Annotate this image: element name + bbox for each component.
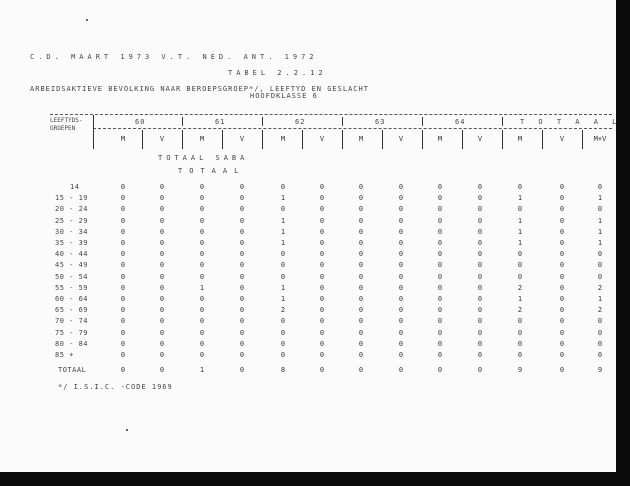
table-cell: 0 — [159, 227, 165, 236]
table-cell: 9 — [517, 366, 523, 374]
table-cell: 0 — [437, 339, 443, 348]
table-cell: 0 — [597, 250, 603, 259]
table-cell: 0 — [319, 194, 325, 203]
table-cell: 0 — [559, 317, 565, 326]
table-cell: 0 — [120, 328, 126, 337]
table-cell: 0 — [239, 239, 245, 247]
table-cell: 0 — [120, 227, 126, 236]
table-cell: 0 — [159, 239, 165, 247]
table-cell: 0 — [477, 239, 483, 247]
table-cell: 0 — [159, 351, 165, 359]
table-cell: 0 — [159, 183, 165, 191]
column-divider — [302, 130, 303, 149]
table-cell: 0 — [559, 194, 565, 203]
table-cell: 0 — [437, 328, 443, 337]
table-cell: 0 — [398, 306, 404, 315]
table-cell: 0 — [199, 295, 205, 303]
table-cell: 0 — [239, 317, 245, 326]
table-cell: 0 — [358, 250, 364, 259]
table-cell: 0 — [559, 216, 565, 225]
row-label: 75 - 79 — [55, 328, 89, 337]
table-cell: 0 — [398, 205, 404, 214]
table-cell: 0 — [358, 295, 364, 303]
table-cell: 0 — [319, 306, 325, 315]
column-divider — [382, 130, 383, 149]
row-label: 40 - 44 — [55, 250, 89, 259]
table-cell: 0 — [437, 295, 443, 303]
table-cell: 0 — [319, 328, 325, 337]
table-cell: 0 — [358, 328, 364, 337]
table-cell: 0 — [437, 317, 443, 326]
table-cell: 0 — [199, 239, 205, 247]
table-cell: 0 — [159, 250, 165, 259]
table-cell: 0 — [517, 183, 523, 191]
table-cell: 0 — [398, 317, 404, 326]
table-cell: 0 — [199, 216, 205, 225]
table-cell: 0 — [437, 306, 443, 315]
table-cell: 0 — [120, 239, 126, 247]
table-cell: 0 — [517, 250, 523, 259]
table-cell: 1 — [280, 194, 286, 203]
table-cell: 0 — [319, 250, 325, 259]
table-cell: 0 — [120, 283, 126, 292]
table-cell: 0 — [120, 272, 126, 281]
table-cell: 0 — [358, 306, 364, 315]
row-label: 80 - 84 — [55, 339, 89, 348]
table-cell: 0 — [159, 366, 165, 374]
table-cell: 0 — [120, 351, 126, 359]
table-cell: 0 — [597, 272, 603, 281]
section-subtitle: TOTAAL — [178, 167, 246, 175]
table-cell: 0 — [280, 328, 286, 337]
table-cell: 0 — [597, 261, 603, 270]
table-cell: 0 — [398, 194, 404, 203]
table-cell: 2 — [597, 283, 603, 292]
table-cell: 0 — [280, 261, 286, 270]
table-cell: 0 — [319, 227, 325, 236]
source-line: C.D. MAART 1973 V.T. NED. ANT. 1972 — [30, 53, 318, 61]
table-cell: 0 — [559, 283, 565, 292]
table-cell: 0 — [559, 250, 565, 259]
table-cell: 0 — [597, 183, 603, 191]
table-cell: 0 — [159, 317, 165, 326]
table-cell: 2 — [280, 306, 286, 315]
table-cell: 0 — [517, 339, 523, 348]
column-divider — [262, 130, 263, 149]
row-label: 65 - 69 — [55, 306, 89, 315]
table-cell: 0 — [398, 272, 404, 281]
group-divider — [502, 117, 503, 126]
table-cell: 1 — [517, 227, 523, 236]
subcolumn-header: M — [437, 135, 443, 143]
table-cell: 0 — [239, 250, 245, 259]
table-cell: 0 — [239, 205, 245, 214]
column-divider — [182, 130, 183, 149]
table-cell: 0 — [239, 328, 245, 337]
table-cell: 0 — [477, 194, 483, 203]
table-cell: 0 — [398, 283, 404, 292]
table-cell: 0 — [199, 194, 205, 203]
table-cell: 0 — [517, 328, 523, 337]
table-cell: 0 — [120, 317, 126, 326]
column-group-header: 63 — [375, 118, 386, 126]
subcolumn-header: M — [358, 135, 364, 143]
table-cell: 0 — [358, 239, 364, 247]
table-cell: 1 — [597, 295, 603, 303]
table-cell: 0 — [319, 183, 325, 191]
group-divider — [422, 117, 423, 126]
table-cell: 0 — [199, 339, 205, 348]
table-cell: 0 — [477, 216, 483, 225]
table-cell: 0 — [437, 183, 443, 191]
table-cell: 0 — [120, 306, 126, 315]
table-cell: 0 — [597, 339, 603, 348]
table-cell: 0 — [120, 295, 126, 303]
table-cell: 0 — [437, 227, 443, 236]
table-cell: 0 — [477, 283, 483, 292]
table-cell: 0 — [239, 227, 245, 236]
subcolumn-header: V — [239, 135, 245, 143]
table-cell: 0 — [239, 216, 245, 225]
table-cell: 0 — [358, 205, 364, 214]
table-cell: 0 — [159, 328, 165, 337]
table-cell: 0 — [477, 351, 483, 359]
subcolumn-header: M — [280, 135, 286, 143]
table-cell: 0 — [437, 194, 443, 203]
table-cell: 0 — [517, 272, 523, 281]
table-cell: 0 — [159, 283, 165, 292]
table-cell: 0 — [437, 216, 443, 225]
table-cell: 1 — [517, 216, 523, 225]
table-cell: 1 — [517, 239, 523, 247]
table-cell: 0 — [358, 272, 364, 281]
table-cell: 0 — [319, 216, 325, 225]
table-cell: 0 — [517, 351, 523, 359]
column-divider — [93, 115, 94, 149]
table-cell: 0 — [199, 183, 205, 191]
table-cell: 0 — [398, 351, 404, 359]
table-cell: 1 — [280, 239, 286, 247]
row-label: 20 - 24 — [55, 205, 89, 214]
subcolumn-header: M+V — [593, 135, 607, 143]
row-label: 70 - 74 — [55, 317, 89, 326]
table-cell: 0 — [477, 250, 483, 259]
table-cell: 1 — [517, 194, 523, 203]
row-label: 55 - 59 — [55, 283, 89, 292]
column-group-header: 61 — [215, 118, 226, 126]
table-cell: 0 — [517, 317, 523, 326]
table-cell: 0 — [477, 205, 483, 214]
table-cell: 0 — [477, 366, 483, 374]
table-cell: 0 — [398, 250, 404, 259]
section-title: TOTAAL SABA — [158, 154, 249, 162]
table-cell: 0 — [398, 328, 404, 337]
table-cell: 0 — [319, 366, 325, 374]
table-cell: 0 — [559, 239, 565, 247]
table-cell: 0 — [517, 205, 523, 214]
table-cell: 0 — [159, 339, 165, 348]
table-cell: 0 — [477, 272, 483, 281]
table-cell: 0 — [120, 216, 126, 225]
table-cell: 0 — [398, 216, 404, 225]
group-divider — [262, 117, 263, 126]
table-cell: 0 — [199, 317, 205, 326]
column-divider — [342, 130, 343, 149]
table-cell: 0 — [437, 250, 443, 259]
table-cell: 0 — [477, 306, 483, 315]
table-cell: 0 — [358, 261, 364, 270]
table-cell: 0 — [239, 261, 245, 270]
table-cell: 0 — [319, 295, 325, 303]
table-cell: 0 — [559, 339, 565, 348]
row-label: 30 - 34 — [55, 227, 89, 236]
row-label: 14 — [70, 183, 80, 191]
table-cell: 0 — [199, 272, 205, 281]
table-cell: 0 — [398, 227, 404, 236]
table-cell: 0 — [358, 216, 364, 225]
row-header: LEEFTYDS- GROEPEN — [50, 117, 83, 132]
table-cell: 0 — [559, 295, 565, 303]
table-cell: 0 — [319, 261, 325, 270]
table-cell: 0 — [358, 317, 364, 326]
table-top-rule — [50, 114, 612, 115]
table-cell: 0 — [199, 261, 205, 270]
table-cell: 0 — [597, 317, 603, 326]
table-cell: 0 — [477, 339, 483, 348]
column-divider — [582, 130, 583, 149]
table-cell: 0 — [319, 339, 325, 348]
column-group-header: 62 — [295, 118, 306, 126]
table-cell: 0 — [239, 366, 245, 374]
table-cell: 0 — [280, 250, 286, 259]
table-cell: 0 — [559, 328, 565, 337]
table-cell: 0 — [477, 227, 483, 236]
table-cell: 0 — [239, 272, 245, 281]
table-cell: 0 — [280, 272, 286, 281]
table-cell: 0 — [559, 306, 565, 315]
speck — [86, 19, 88, 21]
table-cell: 0 — [559, 272, 565, 281]
table-cell: 0 — [319, 239, 325, 247]
table-cell: 0 — [319, 205, 325, 214]
table-cell: 1 — [280, 283, 286, 292]
table-cell: 0 — [358, 366, 364, 374]
column-divider — [422, 130, 423, 149]
table-cell: 8 — [280, 366, 286, 374]
table-cell: 0 — [159, 194, 165, 203]
table-cell: 1 — [597, 227, 603, 236]
column-group-header: 64 — [455, 118, 466, 126]
table-cell: 0 — [597, 351, 603, 359]
table-cell: 0 — [319, 283, 325, 292]
table-cell: 0 — [239, 194, 245, 203]
table-cell: 0 — [280, 183, 286, 191]
subcolumn-header: V — [159, 135, 165, 143]
table-cell: 0 — [239, 295, 245, 303]
table-cell: 1 — [597, 216, 603, 225]
table-cell: 0 — [239, 283, 245, 292]
subcolumn-header: M — [120, 135, 126, 143]
table-cell: 0 — [159, 272, 165, 281]
table-cell: 1 — [280, 227, 286, 236]
table-cell: 0 — [517, 261, 523, 270]
table-cell: 0 — [437, 239, 443, 247]
table-cell: 0 — [437, 261, 443, 270]
table-label: TABEL 2.2.12 — [228, 69, 327, 77]
subcolumn-header: V — [319, 135, 325, 143]
group-divider — [342, 117, 343, 126]
table-cell: 0 — [239, 183, 245, 191]
table-cell: 0 — [477, 317, 483, 326]
table-cell: 9 — [597, 366, 603, 374]
table-cell: 0 — [358, 283, 364, 292]
table-cell: 0 — [559, 261, 565, 270]
table-cell: 0 — [120, 250, 126, 259]
table-cell: 0 — [559, 227, 565, 236]
table-cell: 0 — [398, 239, 404, 247]
table-cell: 0 — [358, 351, 364, 359]
table-cell: 0 — [477, 295, 483, 303]
row-label: 35 - 39 — [55, 239, 89, 247]
row-label: 15 - 19 — [55, 194, 89, 203]
table-cell: 1 — [517, 295, 523, 303]
table-cell: 2 — [597, 306, 603, 315]
table-cell: 1 — [199, 283, 205, 292]
table-cell: 0 — [280, 351, 286, 359]
table-cell: 1 — [280, 295, 286, 303]
table-cell: 0 — [437, 205, 443, 214]
speck — [126, 429, 128, 431]
column-group-header: 60 — [135, 118, 146, 126]
table-cell: 0 — [597, 205, 603, 214]
table-cell: 0 — [159, 306, 165, 315]
table-cell: 1 — [280, 216, 286, 225]
column-divider — [542, 130, 543, 149]
table-cell: 0 — [199, 351, 205, 359]
table-cell: 0 — [477, 328, 483, 337]
table-cell: 0 — [559, 366, 565, 374]
table-cell: 0 — [120, 366, 126, 374]
table-cell: 0 — [280, 339, 286, 348]
table-subtitle: ARBEIDSAKTIEVE BEVOLKING NAAR BEROEPSGROEP*/, LEEFTYD EN GESLACHT — [30, 85, 369, 93]
table-cell: 0 — [120, 339, 126, 348]
table-cell: 0 — [159, 295, 165, 303]
table-cell: 0 — [398, 261, 404, 270]
table-cell: 1 — [597, 194, 603, 203]
table-cell: 1 — [597, 239, 603, 247]
row-label: 25 - 29 — [55, 216, 89, 225]
table-cell: 0 — [159, 261, 165, 270]
table-cell: 0 — [120, 194, 126, 203]
row-label: 50 - 54 — [55, 272, 89, 281]
table-cell: 0 — [280, 317, 286, 326]
table-cell: 0 — [477, 183, 483, 191]
table-cell: 1 — [199, 366, 205, 374]
table-cell: 0 — [120, 183, 126, 191]
column-divider — [462, 130, 463, 149]
footnote: */ I.S.I.C. -CODE 1969 — [58, 383, 173, 391]
table-cell: 0 — [437, 283, 443, 292]
table-cell: 0 — [358, 183, 364, 191]
table-cell: 0 — [358, 339, 364, 348]
column-divider — [222, 130, 223, 149]
subcolumn-header: V — [477, 135, 483, 143]
table-cell: 0 — [398, 295, 404, 303]
table-cell: 0 — [559, 183, 565, 191]
table-cell: 0 — [437, 366, 443, 374]
group-divider — [182, 117, 183, 126]
table-cell: 0 — [437, 351, 443, 359]
row-label: 45 - 49 — [55, 261, 89, 270]
table-cell: 0 — [398, 183, 404, 191]
table-cell: 0 — [199, 205, 205, 214]
table-cell: 0 — [559, 351, 565, 359]
table-cell: 0 — [559, 205, 565, 214]
table-cell: 0 — [199, 250, 205, 259]
table-cell: 0 — [597, 328, 603, 337]
table-cell: 0 — [199, 227, 205, 236]
column-group-header: T O T A A L — [520, 118, 622, 126]
table-cell: 0 — [159, 205, 165, 214]
column-divider — [502, 130, 503, 149]
table-cell: 0 — [437, 272, 443, 281]
subcolumn-header: V — [398, 135, 404, 143]
table-cell: 0 — [159, 216, 165, 225]
table-cell: 0 — [358, 194, 364, 203]
row-label: 60 - 64 — [55, 295, 89, 303]
table-cell: 0 — [280, 205, 286, 214]
table-cell: 0 — [120, 261, 126, 270]
table-cell: 0 — [239, 339, 245, 348]
column-divider — [142, 130, 143, 149]
table-cell: 0 — [120, 205, 126, 214]
row-label: TOTAAL — [58, 366, 87, 374]
table-cell: 2 — [517, 283, 523, 292]
table-cell: 0 — [199, 328, 205, 337]
table-cell: 0 — [239, 306, 245, 315]
table-cell: 0 — [398, 339, 404, 348]
table-cell: 2 — [517, 306, 523, 315]
table-cell: 0 — [239, 351, 245, 359]
table-cell: 0 — [199, 306, 205, 315]
table-cell: 0 — [398, 366, 404, 374]
header-rule — [93, 128, 612, 129]
subcolumn-header: M — [517, 135, 523, 143]
table-cell: 0 — [319, 317, 325, 326]
table-cell: 0 — [358, 227, 364, 236]
table-subtitle-2: HOOFDKLASSE 6 — [250, 92, 318, 100]
table-cell: 0 — [319, 351, 325, 359]
table-cell: 0 — [477, 261, 483, 270]
table-cell: 0 — [319, 272, 325, 281]
subcolumn-header: V — [559, 135, 565, 143]
subcolumn-header: M — [199, 135, 205, 143]
row-label: 85 + — [55, 351, 74, 359]
